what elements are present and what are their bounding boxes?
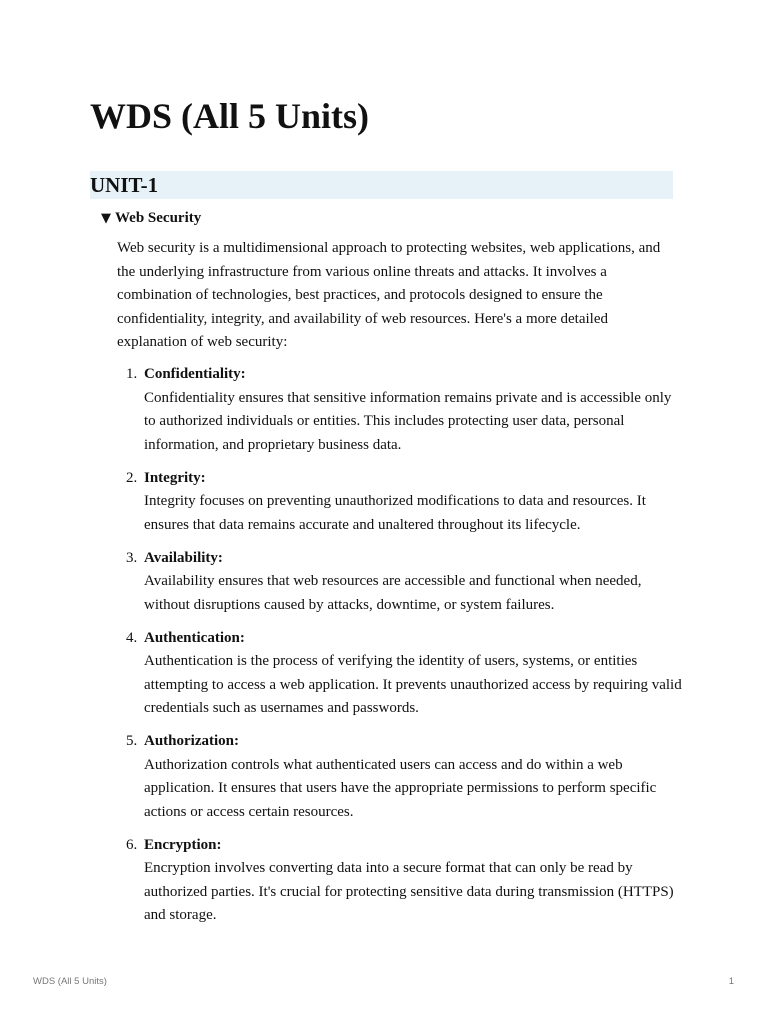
list-item — [117, 627, 682, 721]
item-number: 3. — [126, 549, 138, 566]
footer-page-number: 1 — [728, 976, 734, 987]
item-number: 2. — [126, 469, 138, 486]
footer-document-name: WDS (All 5 Units) — [33, 976, 107, 987]
item-description: Encryption involves converting data into a secure format that can only be read by authorized parties. It's crucial for protecting sensitive data during transmission (HTTPS) and storage. — [144, 860, 674, 923]
item-description: Integrity focuses on preventing unauthorized modifications to data and resources. It ensures that data remains accurate and unaltered throughout its lifecycle. — [144, 493, 646, 533]
item-number: 5. — [126, 733, 138, 749]
item-heading: Encryption: — [144, 836, 222, 853]
item-number: 6. — [126, 836, 138, 853]
list-item — [117, 363, 682, 457]
list-item — [117, 467, 682, 538]
triangle-down-icon: ▼ — [101, 211, 111, 226]
item-description: Availability ensures that web resources are accessible and functional when needed, without disruptions caused by attacks, downtime, or system failures. — [144, 573, 642, 613]
item-heading: Availability: — [144, 549, 223, 566]
item-heading: Confidentiality: — [144, 366, 246, 382]
list-item — [117, 547, 682, 618]
item-description: Authorization controls what authenticated users can access and do within a web application. It ensures that users have the appropriate permissions to perform specific actions or access certain resources. — [144, 756, 657, 820]
item-number: 4. — [126, 629, 138, 646]
item-heading: Authorization: — [144, 733, 239, 749]
toggle-label: Web Security — [115, 210, 202, 226]
list-item — [117, 834, 682, 928]
page-title: WDS (All 5 Units) — [90, 96, 370, 136]
item-description: Confidentiality ensures that sensitive information remains private and is accessible only to authorized individuals or entities. This includes protecting user data, personal information, and proprietary business data. — [144, 389, 672, 453]
item-heading: Authentication: — [144, 629, 245, 646]
web-security-toggle[interactable] — [101, 208, 201, 229]
intro-paragraph: Web security is a multidimensional approach to protecting websites, web applications, and the underlying infrastructure from various online threats and attacks. It involves a combination of technologies, best practices, and protocols designed to ensure the confidentiality, integrity, and availability of web resources. Here's a more detailed explanation of web security: — [117, 240, 661, 350]
item-number: 1. — [126, 366, 138, 382]
item-description: Authentication is the process of verifying the identity of users, systems, or entities attempting to access a web application. It prevents unauthorized access by requiring valid credentials such as usernames and passwords. — [144, 653, 682, 716]
unit-heading: UNIT-1 — [90, 171, 673, 199]
list-item — [117, 730, 682, 824]
item-heading: Integrity: — [144, 469, 206, 486]
security-principles-list — [117, 363, 682, 937]
